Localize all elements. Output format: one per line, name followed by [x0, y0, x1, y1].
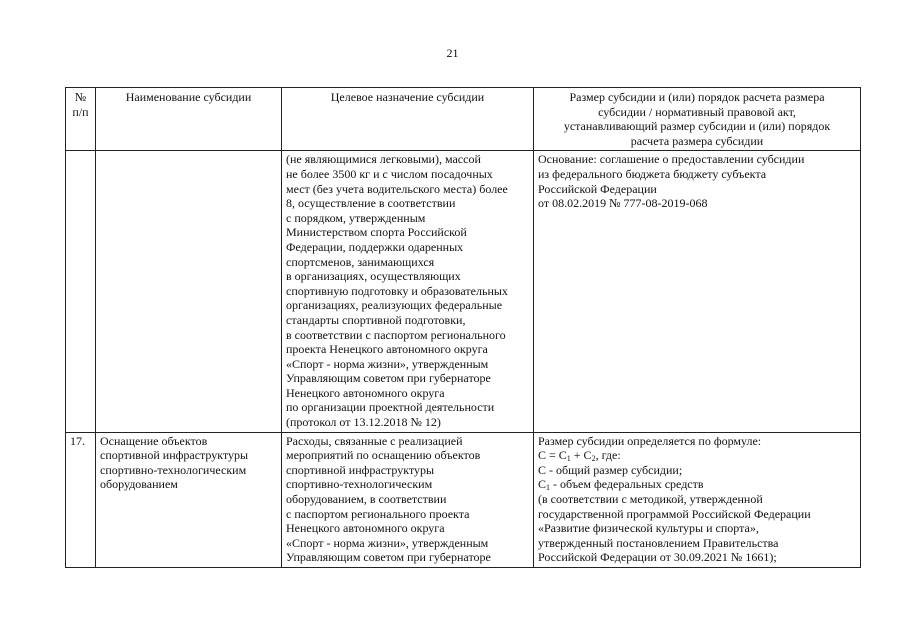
text-line: Министерством спорта Российской: [286, 225, 467, 240]
header-purpose: [282, 88, 534, 151]
text-line: спортивной инфраструктуры: [100, 448, 249, 463]
cell-purpose: [282, 432, 534, 567]
text-line: Управляющим советом при губернаторе: [286, 550, 491, 565]
formula-part: - объем федеральных средств: [550, 477, 704, 492]
formula-subscript: 1: [546, 483, 551, 493]
text-line: оборудованием, в соответствии: [286, 492, 447, 507]
text-line: (в соответствии с методикой, утвержденной: [538, 492, 763, 507]
cell-size: [534, 432, 861, 567]
cell-num: 17.: [66, 432, 96, 567]
header-text: расчета размера субсидии: [630, 133, 764, 148]
header-text: п/п: [72, 104, 89, 119]
cell-purpose: [282, 151, 534, 432]
header-name: [96, 88, 282, 151]
table-header-row: [66, 88, 861, 151]
formula-subscript: 2: [591, 454, 596, 464]
text-line: Федерации, поддержки одаренных: [286, 239, 464, 254]
text-line: мест (без учета водительского места) более: [286, 181, 508, 196]
header-text: №: [74, 90, 87, 104]
definition-line: [538, 477, 856, 492]
formula-part: С = С: [538, 448, 567, 463]
text-line: «Спорт - норма жизни», утвержденным: [286, 535, 489, 550]
formula-part: + С: [570, 448, 592, 463]
text-line: по организации проектной деятельности: [286, 400, 495, 415]
text-line: стандарты спортивной подготовки,: [286, 312, 466, 327]
cell-name: [96, 151, 282, 432]
text-line: спортсменов, занимающихся: [286, 254, 435, 269]
text-line: спортивную подготовку и образовательных: [286, 283, 508, 298]
header-text: устанавливающий размер субсидии и (или) порядок: [563, 119, 831, 134]
cell-size: [534, 151, 861, 432]
text-line: спортивной инфраструктуры: [286, 462, 435, 477]
text-line: С - общий размер субсидии;: [538, 462, 683, 477]
text-line: от 08.02.2019 № 777-08-2019-068: [538, 196, 708, 211]
text-line: государственной программой Российской Федерации: [538, 506, 811, 521]
text-line: с паспортом регионального проекта: [286, 506, 470, 521]
text-line: Оснащение объектов: [100, 433, 208, 448]
text-line: из федерального бюджета бюджету субъекта: [538, 166, 767, 181]
text-line: «Развитие физической культуры и спорта»,: [538, 521, 759, 536]
text-line: с порядком, утвержденным: [286, 210, 426, 225]
text-line: мероприятий по оснащению объектов: [286, 448, 481, 463]
text-line: Размер субсидии определяется по формуле:: [538, 433, 762, 448]
text-line: Ненецкого автономного округа: [286, 521, 445, 536]
text-line: Ненецкого автономного округа: [286, 385, 445, 400]
text-line: не более 3500 кг и с числом посадочных: [286, 166, 493, 181]
text-line: Расходы, связанные с реализацией: [286, 433, 463, 448]
text-line: «Спорт - норма жизни», утвержденным: [286, 356, 489, 371]
text-line: Основание: соглашение о предоставлении субсидии: [538, 152, 805, 167]
header-text: Целевое назначение субсидии: [330, 90, 485, 104]
text-line: спортивно-технологическим: [286, 477, 433, 492]
header-num: [66, 88, 96, 151]
text-line: Российской Федерации от 30.09.2021 № 1661);: [538, 550, 777, 565]
table-row-continuation: [66, 151, 861, 432]
text-line: спортивно-технологическим: [100, 462, 247, 477]
formula-line: [538, 448, 856, 463]
text-line: утвержденный постановлением Правительства: [538, 535, 779, 550]
formula-part: С: [538, 477, 547, 492]
text-line: проекта Ненецкого автономного округа: [286, 342, 488, 357]
header-text: Наименование субсидии: [125, 90, 252, 104]
text-line: (не являющимися легковыми), массой: [286, 152, 481, 167]
text-line: 8, осуществление в соответствии: [286, 196, 456, 211]
text-line: Управляющим советом при губернаторе: [286, 371, 491, 386]
text-line: (протокол от 13.12.2018 № 12): [286, 415, 441, 430]
text-line: организациях, реализующих федеральные: [286, 298, 503, 313]
text-line: Российской Федерации: [538, 181, 657, 196]
text-line: в организациях, осуществляющих: [286, 269, 461, 284]
formula-subscript: 1: [566, 454, 571, 464]
header-text: субсидии / нормативный правовой акт,: [598, 104, 796, 119]
cell-num: [66, 151, 96, 432]
header-size: [534, 88, 861, 151]
subsidy-table: [65, 87, 861, 568]
text-line: в соответствии с паспортом регионального: [286, 327, 506, 342]
text-line: оборудованием: [100, 477, 178, 492]
formula-part: , где:: [595, 448, 621, 463]
table-row-17: [66, 432, 861, 567]
header-text: Размер субсидии и (или) порядок расчета размера: [569, 90, 825, 104]
cell-name: [96, 432, 282, 567]
page-number: 21: [446, 46, 459, 60]
